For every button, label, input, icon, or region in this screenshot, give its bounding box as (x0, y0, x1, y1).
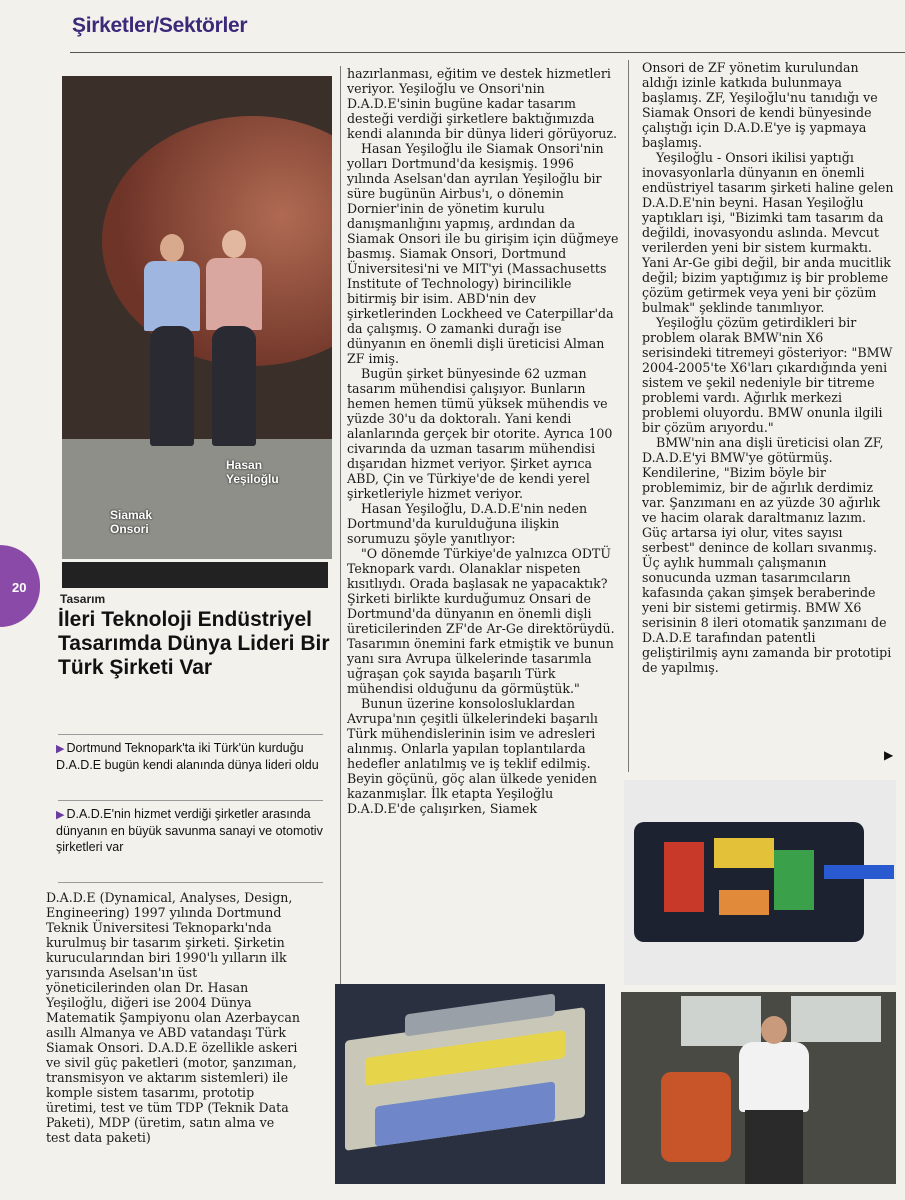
person-right-shirt (206, 258, 262, 330)
article-headline: İleri Teknoloji Endüstriyel Tasarımda Dünya Lideri Bir Türk Şirketi Var (58, 608, 330, 679)
triangle-bullet-icon: ▶ (56, 743, 65, 755)
bullet-item-1 (56, 740, 331, 773)
workshop-photo (621, 992, 896, 1184)
bullet-divider-top (58, 734, 323, 735)
bullet-text-1: Dortmund Teknopark'ta iki Türk'ün kurduğu D.A.D.E bugün kendi alanında dünya lideri oldu (56, 741, 319, 772)
man-shirt (739, 1042, 809, 1112)
man-head (761, 1016, 787, 1044)
gearbox-part-yellow (714, 838, 774, 868)
engine-cad-photo (335, 984, 605, 1184)
bullet-divider-bottom (58, 882, 323, 883)
bullet-item-2 (56, 806, 331, 855)
article-column-2 (347, 66, 619, 816)
window-shape (791, 996, 881, 1042)
caption-siamak-line1: Siamak (110, 508, 153, 522)
machine-shape (661, 1072, 731, 1162)
col2-paragraph-5: "O dönemde Türkiye'de yalnızca ODTÜ Teknopark vardı. Olanaklar nispeten kısıtlıydı. Orada başlasak ne yapacaktık? Şirketi birlikte kurduğumuz Onsari de Dortmund'da dünyanın en önemli dişli üreticilerinden ZF'de Ar-Ge direktörüydü. Tasarımın önemini fark etmiştik ve bunun yanı sıra Avrupa ülkelerinde tasarımla uğraşan çok sayıda başarılı Türk mühendisi olduğunu da görmüştük." (347, 546, 615, 696)
article-column-3 (642, 60, 894, 675)
column-rule-2 (628, 60, 629, 772)
gearbox-part-orange (719, 890, 769, 915)
bullet-text-2: D.A.D.E'nin hizmet verdiği şirketler arasında dünyanın en büyük savunma sanayi ve otomotiv şirketleri var (56, 807, 323, 854)
person-right-head (222, 230, 246, 258)
photo-strip (62, 562, 328, 588)
caption-hasan (226, 458, 279, 486)
article-column-1 (46, 890, 300, 1145)
article-continues-icon: ▶ (884, 748, 894, 762)
gearbox-cad-photo (624, 780, 896, 985)
gearbox-part-green (774, 850, 814, 910)
bullet-divider-mid (58, 800, 323, 801)
person-left-shirt (144, 261, 200, 331)
col2-paragraph-2: Hasan Yeşiloğlu ile Siamak Onsori'nin yolları Dortmund'da kesişmiş. 1996 yılında Aselsan'dan ayrılan Yeşiloğlu bir süre bugünün Airbus'ı, o dönemin Dornier'inin de yönetim kurulu danışmanlığını yapmış, ardından da Siamak Onsori ile bu girişim için düğmeye basmış. Siamak Onsori, Dortmund Üniversitesi'ni ve MIT'yi (Massachusetts Institute of Technology) birincilikle bitirmiş bir isim. ABD'nin dev şirketlerinden Lockheed ve Caterpillar'da da çalışmış. O zamanki durağı ise dünyanın en önemli dişli üreticisi Alman ZF imiş. (347, 141, 619, 366)
col3-paragraph-2: Yeşiloğlu - Onsori ikilisi yaptığı inovasyonlarla dünyanın en önemli endüstriyel tasarım şirketi haline gelen D.A.D.E'nin beyni. Hasan Yeşiloğlu yaptıkları işi, "Bizimki tam tasarım da değildi, inovasyondu aslında. Mevcut verilerden yeni bir sistem kurmaktı. Yani Ar-Ge gibi değil, bir anda mucitlik değil; bizim yaptığımız iş bir probleme çözüm getirmek veya yeni bir çözüm bulmak" şeklinde tanımlıyor. (642, 150, 894, 315)
col2-paragraph-4: Hasan Yeşiloğlu, D.A.D.E'nin neden Dortmund'da kurulduğuna ilişkin sorumuzu şöyle yanıtlıyor: (347, 501, 588, 546)
col2-paragraph-3: Bugün şirket bünyesinde 62 uzman tasarım mühendisi çalışıyor. Bunların hemen hemen tümü yüksek mühendis ve yüzde 30'u da doktoralı. Yani kendi alanlarında gerçek bir otorite. Ayrıca 100 civarında da uzman tasarım mühendisi dışarıdan hizmet veriyor. Şirket ayrıca ABD, Çin ve Türkiye'de de kendi yerel şirketleriyle hizmet veriyor. (347, 366, 613, 501)
floor-shape (62, 439, 332, 559)
triangle-bullet-icon: ▶ (56, 809, 65, 821)
person-left-legs (150, 326, 194, 446)
caption-hasan-line1: Hasan (226, 458, 263, 472)
col2-paragraph-6: Bunun üzerine konsolosluklardan Avrupa'nın çeşitli ülkelerindeki başarılı Türk mühendislerinin isim ve adresleri alınmış. Onlarla yapılan toplantılarda hedefler anlatılmış ve iş teklif edilmiş. Beyin göçünü, göç alan ülkede yeniden kazanmışlar. İlk etapta Yeşiloğlu D.A.D.E'de çalışırken, Siamek (347, 696, 598, 816)
caption-siamak-line2: Onsori (110, 522, 149, 536)
col3-paragraph-1: Onsori de ZF yönetim kurulundan aldığı izinle katkıda bulunmaya başlamış. ZF, Yeşiloğlu'nu tanıdığı ve Siamak Onsori de kendi bünyesinde çalıştığı için D.A.D.E'ye iş yapmaya başlamış. (642, 60, 878, 150)
person-left-head (160, 234, 184, 262)
col1-paragraph-1: D.A.D.E (Dynamical, Analyses, Design, Engineering) 1997 yılında Dortmund Teknik Üniversitesi Teknoparkı'nda kurulmuş bir tasarım şirketi. Şirketin kurucularından biri 1990'lı yılların ilk yarısında Aselsan'ın üst yöneticilerinden olan Dr. Hasan Yeşiloğlu, diğeri ise 2004 Dünya Matematik Şampiyonu olan Azerbaycan asıllı Almanya ve ABD vatandaşı Türk Siamak Onsori. D.A.D.E özellikle askeri ve sivil güç paketleri (motor, şanzıman, transmisyon ve aktarım sistemleri) ile komple sistem tasarımı, prototip üretimi, test ve tüm TDP (Teknik Data Paketi), MDP (üretim, satın alma ve test data paketi) (46, 890, 300, 1145)
page-number: 20 (12, 580, 27, 595)
gearbox-shaft-shape (824, 865, 894, 879)
col3-paragraph-4: BMW'nin ana dişli üreticisi olan ZF, D.A.D.E'yi BMW'ye götürmüş. Kendilerine, "Bizim böyle bir problemimiz, bir de ağırlık derdimiz var. Şanzımanı en az yüzde 30 ağırlık ve hacim olarak daraltmanız lazım. Güç artarsa iyi olur, vites sayısı serbest" denince de kolları sıvanmış. Üç aylık hummalı çalışmanın sonucunda uzman tasarımcıların kafasında çakan şimşek beraberinde yeni bir sistemi getirmiş. BMW X6 serisinin 8 ileri otomatik şanzımanı de D.A.D.E tarafından patentli geliştirilmiş aynı zamanda bir prototipi de yapılmış. (642, 435, 892, 675)
article-kicker: Tasarım (60, 592, 106, 606)
caption-siamak (110, 508, 152, 536)
person-right-legs (212, 326, 256, 446)
col3-paragraph-3: Yeşiloğlu çözüm getirdikleri bir problem olarak BMW'nin X6 serisindeki titremeyi gösteriyor: "BMW 2004-2005'te X6'ları çıkardığında yeni sistem ve şekil nedeniyle bir titreme problemi vardı. Ağırlık merkezi problemi oluyordu. BMW onunla ilgili bir çözüm arıyordu." (642, 315, 893, 435)
column-rule-1 (340, 66, 341, 984)
section-title: Şirketler/Sektörler (72, 14, 248, 37)
man-legs (745, 1110, 803, 1184)
window-shape (681, 996, 761, 1046)
founders-photo (62, 76, 332, 559)
header-rule (70, 52, 905, 53)
col2-paragraph-1: hazırlanması, eğitim ve destek hizmetleri veriyor. Yeşiloğlu ve Onsori'nin D.A.D.E'sinin bugüne kadar tasarım desteği verdiği şirketlere baktığımızda kendi alanında bir dünya lideri görüyoruz. (347, 66, 618, 141)
caption-hasan-line2: Yeşiloğlu (226, 472, 279, 486)
gearbox-part-red (664, 842, 704, 912)
